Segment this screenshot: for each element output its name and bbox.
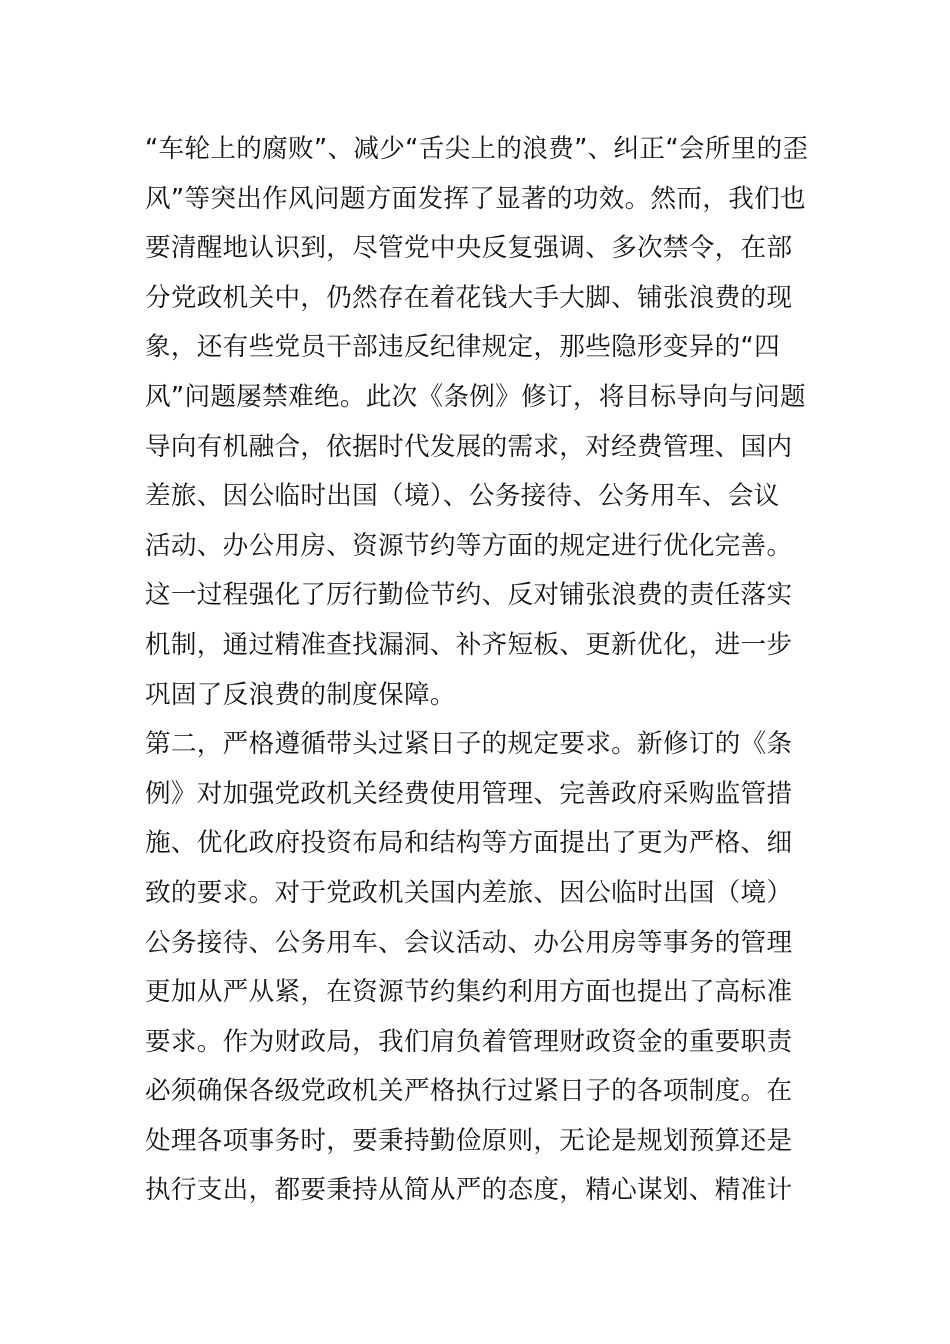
- text-line: 施、优化政府投资布局和结构等方面提出了更为严格、细: [145, 828, 793, 859]
- text-line: 处理各项事务时，要秉持勤俭原则，无论是规划预算还是: [145, 1125, 793, 1156]
- text-line: 风”等突出作风问题方面发挥了显著的功效。然而，我们也: [145, 183, 806, 214]
- text-line: 导向有机融合，依据时代发展的需求，对经费管理、国内: [145, 431, 793, 462]
- text-line: 执行支出，都要秉持从简从严的态度，精心谋划、精准计: [145, 1175, 793, 1206]
- text-line: “车轮上的腐败”、减少“舌尖上的浪费”、纠正“会所里的歪: [145, 134, 809, 164]
- text-line: 公务接待、公务用车、会议活动、办公用房等事务的管理: [145, 927, 793, 958]
- text-line: 分党政机关中，仍然存在着花钱大手大脚、铺张浪费的现: [145, 282, 793, 313]
- text-line: 风”问题屡禁难绝。此次《条例》修订，将目标导向与问题: [145, 381, 806, 412]
- body-text: [145, 125, 815, 1216]
- text-line: 第二，严格遵循带头过紧日子的规定要求。新修订的《条: [145, 729, 793, 760]
- text-line: 致的要求。对于党政机关国内差旅、因公临时出国（境）: [145, 877, 793, 908]
- text-line: 更加从严从紧，在资源节约集约利用方面也提出了高标准: [145, 977, 793, 1008]
- text-line: 机制，通过精准查找漏洞、补齐短板、更新优化，进一步: [145, 629, 793, 660]
- text-line: 活动、办公用房、资源节约等方面的规定进行优化完善。: [145, 530, 793, 561]
- text-line: 例》对加强党政机关经费使用管理、完善政府采购监管措: [145, 778, 793, 809]
- text-line: 要求。作为财政局，我们肩负着管理财政资金的重要职责: [145, 1026, 793, 1057]
- text-line: 必须确保各级党政机关严格执行过紧日子的各项制度。在: [145, 1076, 793, 1107]
- text-line: 差旅、因公临时出国（境）、公务接待、公务用车、会议: [145, 481, 780, 512]
- text-line: 象，还有些党员干部违反纪律规定，那些隐形变异的“四: [145, 332, 781, 363]
- text-line: 这一过程强化了厉行勤俭节约、反对铺张浪费的责任落实: [145, 580, 793, 611]
- text-line: 巩固了反浪费的制度保障。: [145, 679, 456, 710]
- text-line: 要清醒地认识到，尽管党中央反复强调、多次禁令，在部: [145, 233, 793, 264]
